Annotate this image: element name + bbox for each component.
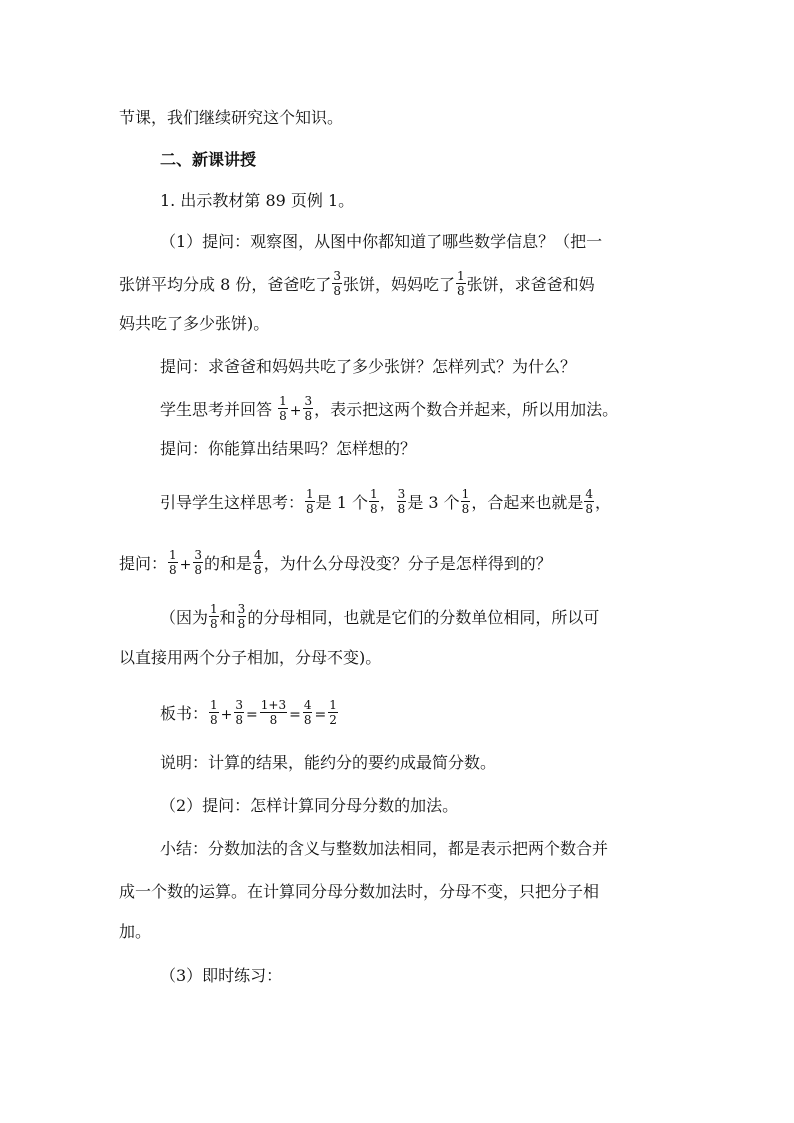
summary-line: 成一个数的运算。在计算同分母分数加法时，分母不变，只把分子相 (119, 882, 600, 901)
text-segment: 是 1 个 (315, 493, 369, 512)
paragraph-line-with-fractions (119, 548, 552, 578)
example-title: 1. 出示教材第 89 页例 1。 (160, 191, 355, 210)
text-segment: 提问： (119, 554, 168, 573)
denominator: 8 (397, 502, 406, 516)
paragraph-line: 说明：计算的结果，能约分的要约成最简分数。 (160, 753, 497, 772)
numerator: 3 (235, 698, 244, 712)
numerator: 1 (329, 698, 337, 712)
text-segment: 引导学生这样思考： (160, 493, 305, 512)
text-segment: ， (594, 493, 611, 512)
text-segment: 学生思考并回答 (160, 400, 273, 419)
numerator: 1 (306, 487, 314, 501)
paragraph-line-with-fractions (160, 394, 619, 424)
numerator: 1 (210, 602, 218, 616)
fraction (303, 395, 313, 422)
fraction (369, 488, 379, 515)
fraction (209, 699, 219, 726)
fraction (397, 488, 407, 515)
denominator: 8 (210, 713, 218, 727)
paragraph-line-with-fractions (119, 269, 595, 299)
paragraph-line: 节课，我们继续研究这个知识。 (119, 108, 344, 127)
fraction (305, 488, 315, 515)
denominator: 8 (585, 502, 593, 516)
equals-sign: = (289, 707, 301, 723)
fraction (584, 488, 594, 515)
plus-sign: + (220, 707, 233, 723)
fraction (253, 549, 263, 576)
fraction (332, 270, 342, 297)
denominator: 8 (304, 409, 313, 423)
fraction (260, 699, 287, 726)
plus-sign: + (179, 557, 192, 573)
text-segment: ， (379, 493, 396, 512)
denominator: 8 (237, 617, 246, 631)
paragraph-line: 提问：求爸爸和妈妈共吃了多少张饼？怎样列式？为什么？ (160, 357, 577, 376)
denominator: 8 (461, 502, 470, 516)
denominator: 8 (235, 713, 244, 727)
denominator: 8 (254, 563, 262, 577)
fraction (303, 699, 313, 726)
text-segment: 张饼，求爸爸和妈 (466, 275, 595, 294)
text-segment: 板书： (160, 704, 209, 723)
paragraph-line-with-fractions (160, 487, 611, 517)
denominator: 8 (269, 713, 278, 727)
section-heading: 二、新课讲授 (160, 150, 257, 169)
denominator: 8 (306, 502, 314, 516)
fraction (328, 699, 338, 726)
denominator: 8 (210, 617, 218, 631)
fraction (209, 603, 219, 630)
denominator: 8 (370, 502, 378, 516)
text-segment: ，合起来也就是 (471, 493, 584, 512)
numerator: 1 (457, 269, 465, 283)
paragraph-line: 以直接用两个分子相加，分母不变)。 (119, 648, 382, 667)
fraction (168, 549, 178, 576)
numerator: 3 (397, 487, 406, 501)
summary-line: 小结：分数加法的含义与整数加法相同，都是表示把两个数合并 (160, 839, 609, 858)
numerator: 1 (370, 487, 378, 501)
text-segment: 的和是 (204, 554, 253, 573)
numerator: 1 (169, 548, 177, 562)
fraction (193, 549, 203, 576)
text-segment: ，表示把这两个数合并起来，所以用加法。 (314, 400, 619, 419)
paragraph-line: （1）提问：观察图，从图中你都知道了哪些数学信息？（把一 (160, 232, 603, 251)
numerator: 3 (333, 269, 341, 283)
text-segment: 张饼，妈妈吃了 (343, 275, 456, 294)
denominator: 8 (279, 409, 287, 423)
fraction (237, 603, 247, 630)
text-segment: 的分母相同，也就是它们的分数单位相同，所以可 (247, 608, 600, 627)
paragraph-line: （3）即时练习： (160, 966, 283, 985)
numerator: 1+3 (260, 698, 287, 712)
plus-sign: + (289, 403, 302, 419)
text-segment: 张饼平均分成 8 份，爸爸吃了 (119, 275, 332, 294)
equals-sign: = (314, 707, 327, 723)
numerator: 1 (279, 394, 287, 408)
numerator: 4 (254, 548, 262, 562)
denominator: 8 (303, 713, 312, 727)
board-writing-equation (160, 698, 339, 728)
fraction (461, 488, 471, 515)
numerator: 3 (304, 394, 313, 408)
denominator: 8 (457, 284, 465, 298)
text-segment: 是 3 个 (407, 493, 460, 512)
paragraph-line: 提问：你能算出结果吗？怎样想的？ (160, 439, 417, 458)
numerator: 1 (461, 487, 470, 501)
denominator: 2 (329, 713, 337, 727)
numerator: 4 (303, 698, 312, 712)
numerator: 3 (237, 602, 246, 616)
paragraph-line-with-fractions (160, 602, 600, 632)
numerator: 4 (585, 487, 593, 501)
denominator: 8 (194, 563, 203, 577)
text-segment: 和 (219, 608, 236, 627)
summary-line: 加。 (119, 922, 152, 941)
paragraph-line: （2）提问：怎样计算同分母分数的加法。 (160, 796, 459, 815)
equals-sign: = (246, 707, 258, 723)
paragraph-line: 妈共吃了多少张饼)。 (119, 314, 270, 333)
fraction (456, 270, 466, 297)
denominator: 8 (169, 563, 177, 577)
fraction (234, 699, 244, 726)
denominator: 8 (333, 284, 341, 298)
text-segment: ，为什么分母没变？分子是怎样得到的？ (263, 554, 552, 573)
numerator: 1 (210, 698, 218, 712)
fraction (278, 395, 288, 422)
numerator: 3 (194, 548, 203, 562)
text-segment: （因为 (160, 608, 209, 627)
